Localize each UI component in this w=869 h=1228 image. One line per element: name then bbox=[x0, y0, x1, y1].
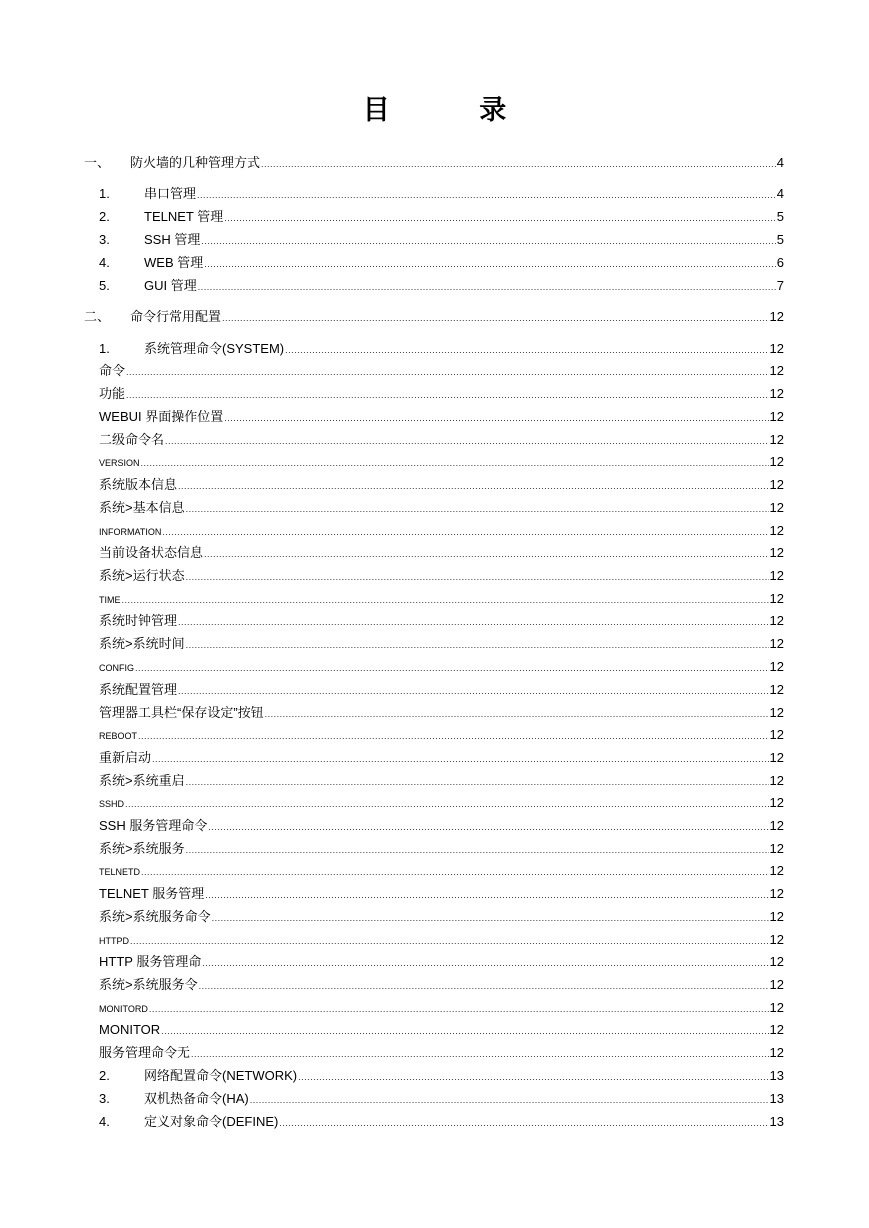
toc-entry-page: 12 bbox=[769, 591, 784, 606]
toc-entry-title: 系统>系统服务命令 bbox=[99, 909, 211, 924]
dot-leader bbox=[201, 231, 775, 249]
toc-entry-title: CONFIG bbox=[99, 663, 134, 673]
dot-leader bbox=[261, 154, 776, 172]
toc-entry-page: 6 bbox=[776, 255, 784, 270]
dot-leader bbox=[152, 749, 769, 767]
toc-entry-number: 2. bbox=[99, 209, 110, 224]
toc-entry-title: 系统时钟管理 bbox=[99, 613, 178, 628]
toc-entry-page: 12 bbox=[769, 909, 784, 924]
toc-entry-page: 12 bbox=[769, 1000, 784, 1015]
toc-entry[interactable] bbox=[99, 999, 784, 1017]
toc-entry[interactable] bbox=[99, 1113, 784, 1131]
toc-entry-number: 2. bbox=[99, 1068, 110, 1083]
dot-leader bbox=[205, 885, 768, 903]
toc-entry-number: 4. bbox=[99, 1114, 110, 1129]
dot-leader bbox=[224, 208, 776, 226]
dot-leader bbox=[186, 840, 769, 858]
dot-leader bbox=[197, 185, 776, 203]
toc-entry-page: 12 bbox=[769, 818, 784, 833]
toc-entry-page: 12 bbox=[769, 682, 784, 697]
toc-entry-number: 1. bbox=[99, 186, 110, 201]
toc-entry-page: 12 bbox=[769, 309, 784, 324]
dot-leader bbox=[186, 772, 769, 790]
toc-entry-page: 12 bbox=[769, 841, 784, 856]
dot-leader bbox=[178, 612, 769, 630]
dot-leader bbox=[191, 1044, 769, 1062]
toc-entry-page: 13 bbox=[769, 1068, 784, 1083]
toc-entry-number: 3. bbox=[99, 1091, 110, 1106]
toc-entry-title: SSHD bbox=[99, 799, 125, 809]
toc-entry[interactable] bbox=[99, 908, 784, 926]
toc-entry[interactable] bbox=[99, 1044, 784, 1062]
toc-entry-page: 7 bbox=[776, 278, 784, 293]
toc-entry-page: 12 bbox=[769, 750, 784, 765]
toc-entry-page: 13 bbox=[769, 1114, 784, 1129]
toc-entry-title: 定义对象命令(DEFINE) bbox=[144, 1114, 279, 1129]
toc-entry-page: 12 bbox=[769, 727, 784, 742]
dot-leader bbox=[165, 431, 769, 449]
toc-entry[interactable] bbox=[99, 453, 784, 471]
toc-entry[interactable] bbox=[99, 726, 784, 744]
toc-entry-title: SSH 管理 bbox=[144, 232, 201, 247]
toc-entry-page: 12 bbox=[769, 636, 784, 651]
toc-entry[interactable] bbox=[99, 976, 784, 994]
toc-entry-title: TELNET 管理 bbox=[144, 209, 224, 224]
toc-entry-number: 一、 bbox=[84, 155, 111, 170]
toc-entry-page: 12 bbox=[769, 773, 784, 788]
toc-entry-title: 系统版本信息 bbox=[99, 477, 178, 492]
toc-entry-page: 12 bbox=[769, 386, 784, 401]
toc-entry-title: 系统>基本信息 bbox=[99, 500, 185, 515]
toc-entry-title: HTTPD bbox=[99, 936, 129, 946]
toc-entry[interactable] bbox=[99, 185, 784, 203]
toc-entry-page: 12 bbox=[769, 523, 784, 538]
toc-entry[interactable] bbox=[99, 749, 784, 767]
toc-entry[interactable] bbox=[99, 431, 784, 449]
toc-entry[interactable] bbox=[99, 499, 784, 517]
toc-entry-page: 12 bbox=[769, 954, 784, 969]
toc-entry-title: 系统>系统重启 bbox=[99, 773, 185, 788]
toc-entry-title: 系统>系统时间 bbox=[99, 636, 185, 651]
toc-entry-title: 功能 bbox=[99, 386, 126, 401]
toc-entry-page: 12 bbox=[769, 477, 784, 492]
dot-leader bbox=[212, 908, 769, 926]
toc-entry-title: 服务管理命令无 bbox=[99, 1045, 191, 1060]
toc-entry[interactable] bbox=[99, 385, 784, 403]
toc-entry-title: 系统配置管理 bbox=[99, 682, 178, 697]
toc-entry-title: WEBUI 界面操作位置 bbox=[99, 409, 224, 424]
toc-entry-title: MONITORD bbox=[99, 1004, 148, 1014]
dot-leader bbox=[141, 862, 769, 880]
toc-entry[interactable] bbox=[84, 308, 784, 326]
dot-leader bbox=[222, 308, 769, 326]
toc-entry[interactable] bbox=[99, 362, 784, 380]
dot-leader bbox=[162, 522, 768, 540]
toc-entry[interactable] bbox=[99, 1067, 784, 1085]
toc-entry[interactable] bbox=[99, 772, 784, 790]
toc-entry[interactable] bbox=[99, 208, 784, 226]
toc-entry-title: SSH 服务管理命令 bbox=[99, 818, 208, 833]
toc-entry-page: 12 bbox=[769, 863, 784, 878]
toc-entry-number: 4. bbox=[99, 255, 110, 270]
dot-leader bbox=[178, 476, 769, 494]
toc-entry-title: 系统管理命令(SYSTEM) bbox=[144, 341, 285, 356]
toc-entry-page: 12 bbox=[769, 1022, 784, 1037]
toc-entry[interactable] bbox=[99, 408, 784, 426]
toc-entry-title: TIME bbox=[99, 595, 121, 605]
toc-entry[interactable] bbox=[99, 340, 784, 358]
toc-entry[interactable] bbox=[99, 231, 784, 249]
toc-entry-page: 12 bbox=[769, 545, 784, 560]
toc-entry-title: TELNET 服务管理 bbox=[99, 886, 205, 901]
toc-entry[interactable] bbox=[99, 681, 784, 699]
toc-entry-page: 13 bbox=[769, 1091, 784, 1106]
toc-entry-page: 12 bbox=[769, 500, 784, 515]
dot-leader bbox=[149, 999, 769, 1017]
dot-leader bbox=[178, 681, 769, 699]
dot-leader bbox=[208, 817, 768, 835]
dot-leader bbox=[265, 704, 769, 722]
toc-entry-page: 12 bbox=[769, 613, 784, 628]
toc-entry[interactable] bbox=[99, 590, 784, 608]
toc-entry-page: 5 bbox=[776, 232, 784, 247]
toc-entry[interactable] bbox=[99, 862, 784, 880]
toc-entry-title: 重新启动 bbox=[99, 750, 152, 765]
dot-leader bbox=[141, 453, 769, 471]
dot-leader bbox=[186, 635, 769, 653]
toc-entry-title: 系统>系统服务令 bbox=[99, 977, 198, 992]
toc-entry-page: 5 bbox=[776, 209, 784, 224]
toc-entry[interactable] bbox=[99, 931, 784, 949]
toc-entry-number: 1. bbox=[99, 341, 110, 356]
toc-entry-title: MONITOR bbox=[99, 1022, 161, 1037]
dot-leader bbox=[298, 1067, 768, 1085]
toc-entry[interactable] bbox=[99, 1021, 784, 1039]
toc-entry[interactable] bbox=[99, 544, 784, 562]
toc-entry[interactable] bbox=[99, 704, 784, 722]
toc-entry[interactable] bbox=[99, 658, 784, 676]
dot-leader bbox=[204, 254, 776, 272]
toc-entry-title: 当前设备状态信息 bbox=[99, 545, 204, 560]
toc-entry-title: WEB 管理 bbox=[144, 255, 204, 270]
toc-entry-title: 系统>运行状态 bbox=[99, 568, 185, 583]
toc-entry[interactable] bbox=[99, 635, 784, 653]
toc-entry-page: 12 bbox=[769, 341, 784, 356]
toc-entry-page: 4 bbox=[776, 155, 784, 170]
dot-leader bbox=[135, 658, 769, 676]
toc-entry-number: 二、 bbox=[84, 309, 111, 324]
toc-entry-title: INFORMATION bbox=[99, 527, 162, 537]
dot-leader bbox=[204, 544, 769, 562]
toc-entry-page: 12 bbox=[769, 409, 784, 424]
dot-leader bbox=[161, 1021, 768, 1039]
dot-leader bbox=[250, 1090, 769, 1108]
toc-entry-page: 12 bbox=[769, 432, 784, 447]
toc-entry-title: 系统>系统服务 bbox=[99, 841, 185, 856]
toc-entry-title: 串口管理 bbox=[144, 186, 197, 201]
toc-entry-title: 命令行常用配置 bbox=[130, 309, 222, 324]
dot-leader bbox=[285, 340, 768, 358]
toc-entry-page: 12 bbox=[769, 454, 784, 469]
dot-leader bbox=[126, 362, 769, 380]
toc-entry-page: 12 bbox=[769, 977, 784, 992]
toc-entry[interactable] bbox=[99, 254, 784, 272]
toc-entry[interactable] bbox=[99, 953, 784, 971]
toc-entry-title: HTTP 服务管理命 bbox=[99, 954, 202, 969]
toc-entry[interactable] bbox=[99, 840, 784, 858]
toc-entry[interactable] bbox=[99, 567, 784, 585]
toc-entry-title: TELNETD bbox=[99, 867, 141, 877]
toc-entry-title: REBOOT bbox=[99, 731, 138, 741]
toc-entry-page: 12 bbox=[769, 659, 784, 674]
toc-entry[interactable] bbox=[99, 277, 784, 295]
toc-entry[interactable] bbox=[99, 612, 784, 630]
toc-entry-page: 12 bbox=[769, 932, 784, 947]
toc-entry-page: 12 bbox=[769, 705, 784, 720]
toc-entry[interactable] bbox=[99, 817, 784, 835]
toc-entry-title: 管理器工具栏“保存设定”按钮 bbox=[99, 705, 264, 720]
dot-leader bbox=[224, 408, 768, 426]
dot-leader bbox=[130, 931, 769, 949]
dot-leader bbox=[126, 385, 769, 403]
toc-entry-page: 12 bbox=[769, 1045, 784, 1060]
toc-entry-number: 5. bbox=[99, 278, 110, 293]
toc-entry-page: 12 bbox=[769, 363, 784, 378]
dot-leader bbox=[138, 726, 769, 744]
toc-entry-title: GUI 管理 bbox=[144, 278, 197, 293]
dot-leader bbox=[125, 794, 769, 812]
toc-entry-page: 12 bbox=[769, 886, 784, 901]
toc-entry-number: 3. bbox=[99, 232, 110, 247]
toc-entry-title: 双机热备命令(HA) bbox=[144, 1091, 249, 1106]
toc-entry[interactable] bbox=[99, 885, 784, 903]
dot-leader bbox=[198, 277, 776, 295]
toc-entry-title: VERSION bbox=[99, 458, 140, 468]
toc-entry[interactable] bbox=[99, 794, 784, 812]
toc-entry-page: 12 bbox=[769, 568, 784, 583]
toc-entry[interactable] bbox=[99, 1090, 784, 1108]
page-title: 目 录 bbox=[362, 95, 547, 126]
dot-leader bbox=[279, 1113, 768, 1131]
toc-entry-title: 二级命令名 bbox=[99, 432, 165, 447]
dot-leader bbox=[122, 590, 769, 608]
toc-entry-title: 网络配置命令(NETWORK) bbox=[144, 1068, 298, 1083]
toc-entry[interactable] bbox=[99, 476, 784, 494]
toc-entry[interactable] bbox=[99, 522, 784, 540]
dot-leader bbox=[202, 953, 768, 971]
toc-entry-title: 防火墙的几种管理方式 bbox=[130, 155, 261, 170]
toc-entry-page: 4 bbox=[776, 186, 784, 201]
dot-leader bbox=[199, 976, 769, 994]
toc-entry[interactable] bbox=[84, 154, 784, 172]
toc-entry-title: 命令 bbox=[99, 363, 126, 378]
toc-entry-page: 12 bbox=[769, 795, 784, 810]
dot-leader bbox=[186, 499, 769, 517]
dot-leader bbox=[186, 567, 769, 585]
